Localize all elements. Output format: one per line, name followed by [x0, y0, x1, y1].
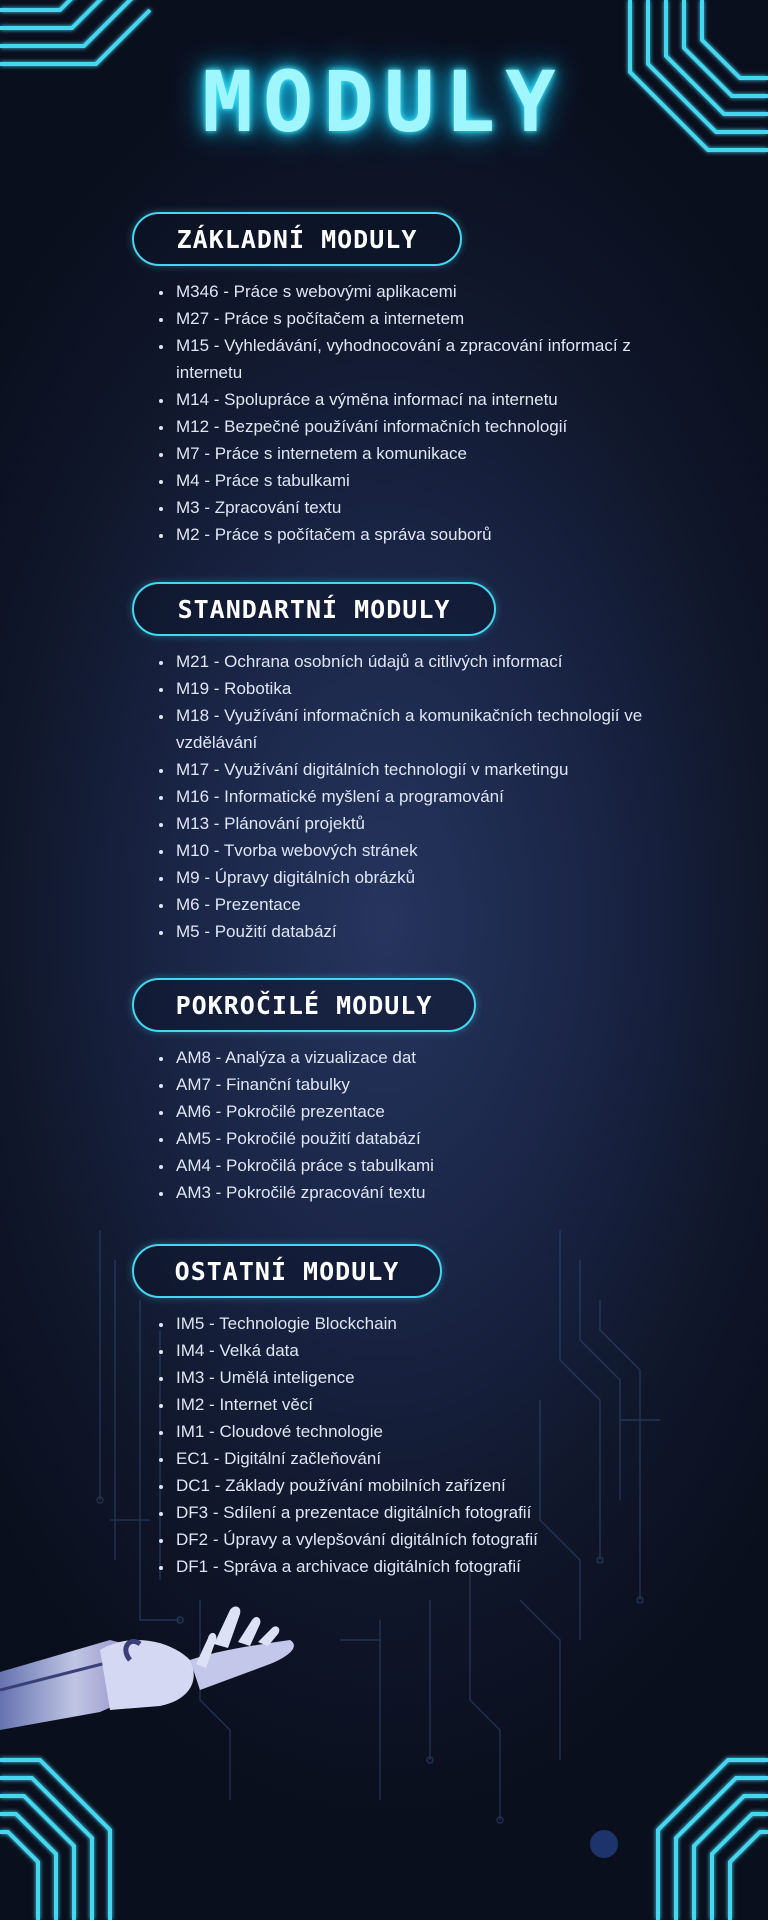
list-item: • M16 - Informatické myšlení a programování — [174, 783, 644, 810]
list-item: • M3 - Zpracování textu — [174, 494, 644, 521]
list-item: • DF3 - Sdílení a prezentace digitálních fotografií — [174, 1499, 644, 1526]
list-item: • M12 - Bezpečné používání informačních technologií — [174, 413, 644, 440]
module-list — [154, 1044, 644, 1206]
list-item: • IM1 - Cloudové technologie — [174, 1418, 644, 1445]
list-item: • M5 - Použití databází — [174, 918, 644, 945]
glow-dot — [590, 1830, 618, 1858]
list-item: • M15 - Vyhledávání, vyhodnocování a zpracování informací z internetu — [174, 332, 644, 386]
robot-hand-image — [0, 1607, 294, 1730]
section-heading: POKROČILÉ MODULY — [132, 978, 476, 1032]
list-item: • AM3 - Pokročilé zpracování textu — [174, 1179, 644, 1206]
module-list — [154, 648, 644, 945]
list-item: • DF1 - Správa a archivace digitálních fotografií — [174, 1553, 644, 1580]
list-item: • M6 - Prezentace — [174, 891, 644, 918]
list-item: • M9 - Úpravy digitálních obrázků — [174, 864, 644, 891]
list-item: • AM4 - Pokročilá práce s tabulkami — [174, 1152, 644, 1179]
list-item: • M7 - Práce s internetem a komunikace — [174, 440, 644, 467]
list-item: • DC1 - Základy používání mobilních zařízení — [174, 1472, 644, 1499]
module-list — [154, 278, 644, 548]
list-item: • IM5 - Technologie Blockchain — [174, 1310, 644, 1337]
list-item: • M2 - Práce s počítačem a správa souborů — [174, 521, 644, 548]
module-list — [154, 1310, 644, 1580]
list-item: • M18 - Využívání informačních a komunikačních technologií ve vzdělávání — [174, 702, 644, 756]
list-item: • EC1 - Digitální začleňování — [174, 1445, 644, 1472]
list-item: • M17 - Využívání digitálních technologií v marketingu — [174, 756, 644, 783]
list-item: • M27 - Práce s počítačem a internetem — [174, 305, 644, 332]
section-heading: ZÁKLADNÍ MODULY — [132, 212, 462, 266]
list-item: • IM4 - Velká data — [174, 1337, 644, 1364]
page-title: MODULY — [202, 53, 566, 151]
list-item: • M13 - Plánování projektů — [174, 810, 644, 837]
list-item: • M10 - Tvorba webových stránek — [174, 837, 644, 864]
list-item: • M21 - Ochrana osobních údajů a citlivých informací — [174, 648, 644, 675]
list-item: • DF2 - Úpravy a vylepšování digitálních fotografií — [174, 1526, 644, 1553]
section-heading: OSTATNÍ MODULY — [132, 1244, 442, 1298]
list-item: • AM6 - Pokročilé prezentace — [174, 1098, 644, 1125]
list-item: • AM5 - Pokročilé použití databází — [174, 1125, 644, 1152]
list-item: • M4 - Práce s tabulkami — [174, 467, 644, 494]
list-item: • IM2 - Internet věcí — [174, 1391, 644, 1418]
section-heading: STANDARTNÍ MODULY — [132, 582, 496, 636]
list-item: • AM7 - Finanční tabulky — [174, 1071, 644, 1098]
list-item: • M19 - Robotika — [174, 675, 644, 702]
list-item: • M14 - Spolupráce a výměna informací na internetu — [174, 386, 644, 413]
list-item: • M346 - Práce s webovými aplikacemi — [174, 278, 644, 305]
list-item: • AM8 - Analýza a vizualizace dat — [174, 1044, 644, 1071]
list-item: • IM3 - Umělá inteligence — [174, 1364, 644, 1391]
